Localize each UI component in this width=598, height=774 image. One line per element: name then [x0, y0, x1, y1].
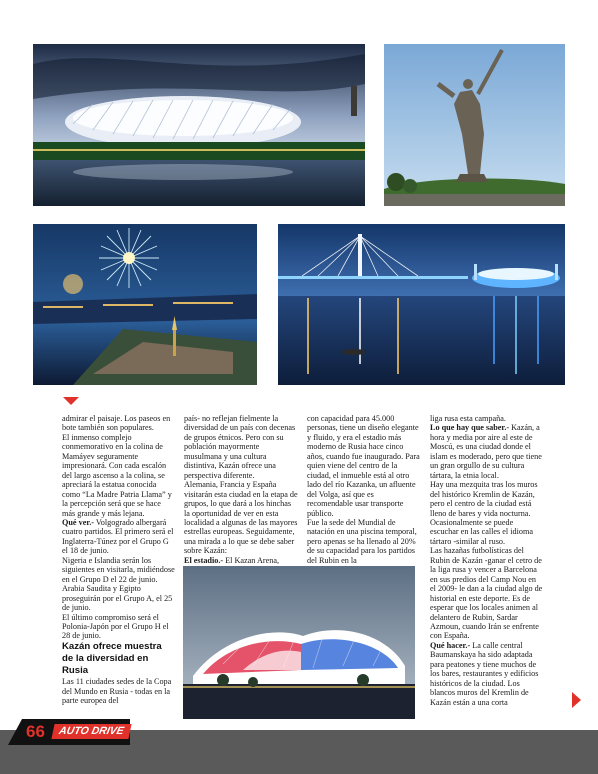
paragraph: Qué ver.- Volgogrado albergará cuatro partidos. El primero será el Inglaterra-Túnez por el Grupo G el 18 de junio.	[62, 517, 174, 556]
photo-motherland-statue	[384, 44, 565, 206]
paragraph: El inmenso complejo conmemorativo en la colina de Mamáyev seguramente impresionará. Con cada escalón del largo ascenso a la colina, se apreciará la estatua conocida como “La Madre Patria Llama” y la percepción será que se hace más grande y más lejana.	[62, 432, 172, 518]
inline-label: El estadio.-	[184, 555, 224, 565]
text-column-2	[184, 414, 299, 565]
photo-volgograd-stadium	[33, 44, 365, 206]
inline-label: Qué ver.-	[62, 517, 94, 527]
inline-label: Qué hacer.-	[430, 640, 471, 650]
paragraph: Las hazañas futbolísticas del Rubin de Kazán -ganar el cetro de la liga rusa y vencer a Barcelona en sus predios del Camp Nou en el 2009- le dan a la ciudad algo de historial en este deporte. Es de esperar que los locales animen al delantero de Rubin, Sardar Azmoun, cuando Irán se enfrente con España.	[430, 546, 543, 641]
paragraph: Qué hacer.- La calle central Baumanskaya ha sido adaptada para peatones y tiene muchos de los bares, restaurantes y edificios históricos de la ciudad. Los blancos muros del Kremlin de Kazán están a una corta	[430, 640, 539, 707]
brand-logo: AUTO DRIVE	[51, 724, 131, 739]
paragraph: Lo que hay que saber.- Kazán, a hora y media por aire al este de Moscú, es una ciudad donde el islam es moderado, pero que tiene un gran orgullo de su cultura tártara, la etnia local.	[430, 423, 542, 480]
paragraph: país- no reflejan fielmente la diversidad de un país con decenas de grupos étnicos. Pero con su población mayormente musulmana y una cultura distintiva, Kazán ofrece una perspectiva diferente.	[184, 414, 296, 480]
photo-fireworks	[33, 224, 257, 385]
photo-bridge-night	[278, 224, 565, 385]
text-column-4	[430, 414, 543, 707]
section-marker-down	[63, 397, 79, 405]
paragraph: con capacidad para 45.000 personas, tiene un diseño elegante y fluido, y era el estadio más moderno de Rusia hace cinco años, cuando fue inaugurado. Para quien viene del centro de la ciudad, el inmueble está al otro lado del río Kazanka, un afluente del Volga, así que es recomendable usar transporte público.	[307, 414, 420, 518]
paragraph: Nigeria e Islandia serán los siguientes en visitarla, midiéndose en el Grupo D el 22 de junio. Arabia Saudita y Egipto proseguirán por el Grupo A, el 25 de junio.	[62, 555, 175, 613]
inline-label: Lo que hay que saber.-	[430, 423, 510, 433]
paragraph: El último compromiso será el Polonia-Japón por el Grupo H el 28 de junio.	[62, 612, 169, 641]
page-number: 66	[26, 722, 45, 741]
paragraph: admirar el paisaje. Los paseos en bote también son populares.	[62, 414, 171, 433]
text-column-1	[62, 414, 175, 706]
paragraph: Alemania, Francia y España visitarán esta ciudad en la etapa de grupos, lo que dará a los hinchas la oportunidad de ver en esta localidad a algunas de las mayores estrellas europeas. Seguidamente, una mirada a lo que se debe saber sobre Kazán:	[184, 480, 298, 556]
paragraph: Fue la sede del Mundial de natación en una piscina temporal, pero apenas se ha llenado al 20% de su capacidad para los partidos del Rubin en la	[307, 517, 417, 565]
photo-kazan-arena	[183, 566, 415, 719]
paragraph: Las 11 ciudades sedes de la Copa del Mundo en Rusia - todas en la parte europea del	[62, 677, 172, 706]
paragraph: El estadio.- El Kazan Arena,	[184, 555, 280, 565]
continue-arrow	[572, 692, 581, 708]
paragraph: liga rusa esta campaña.	[430, 414, 506, 423]
text-column-3	[307, 414, 420, 565]
section-heading: Kazán ofrece muestra de la diversidad en Rusia	[62, 640, 162, 677]
paragraph: Hay una mezquita tras los muros del histórico Kremlin de Kazán, pero el centro de la ciudad está lleno de bares y vida nocturna. Ocasionalmente se puede escuchar en las calles el idioma tártaro -similar al ruso.	[430, 480, 538, 546]
